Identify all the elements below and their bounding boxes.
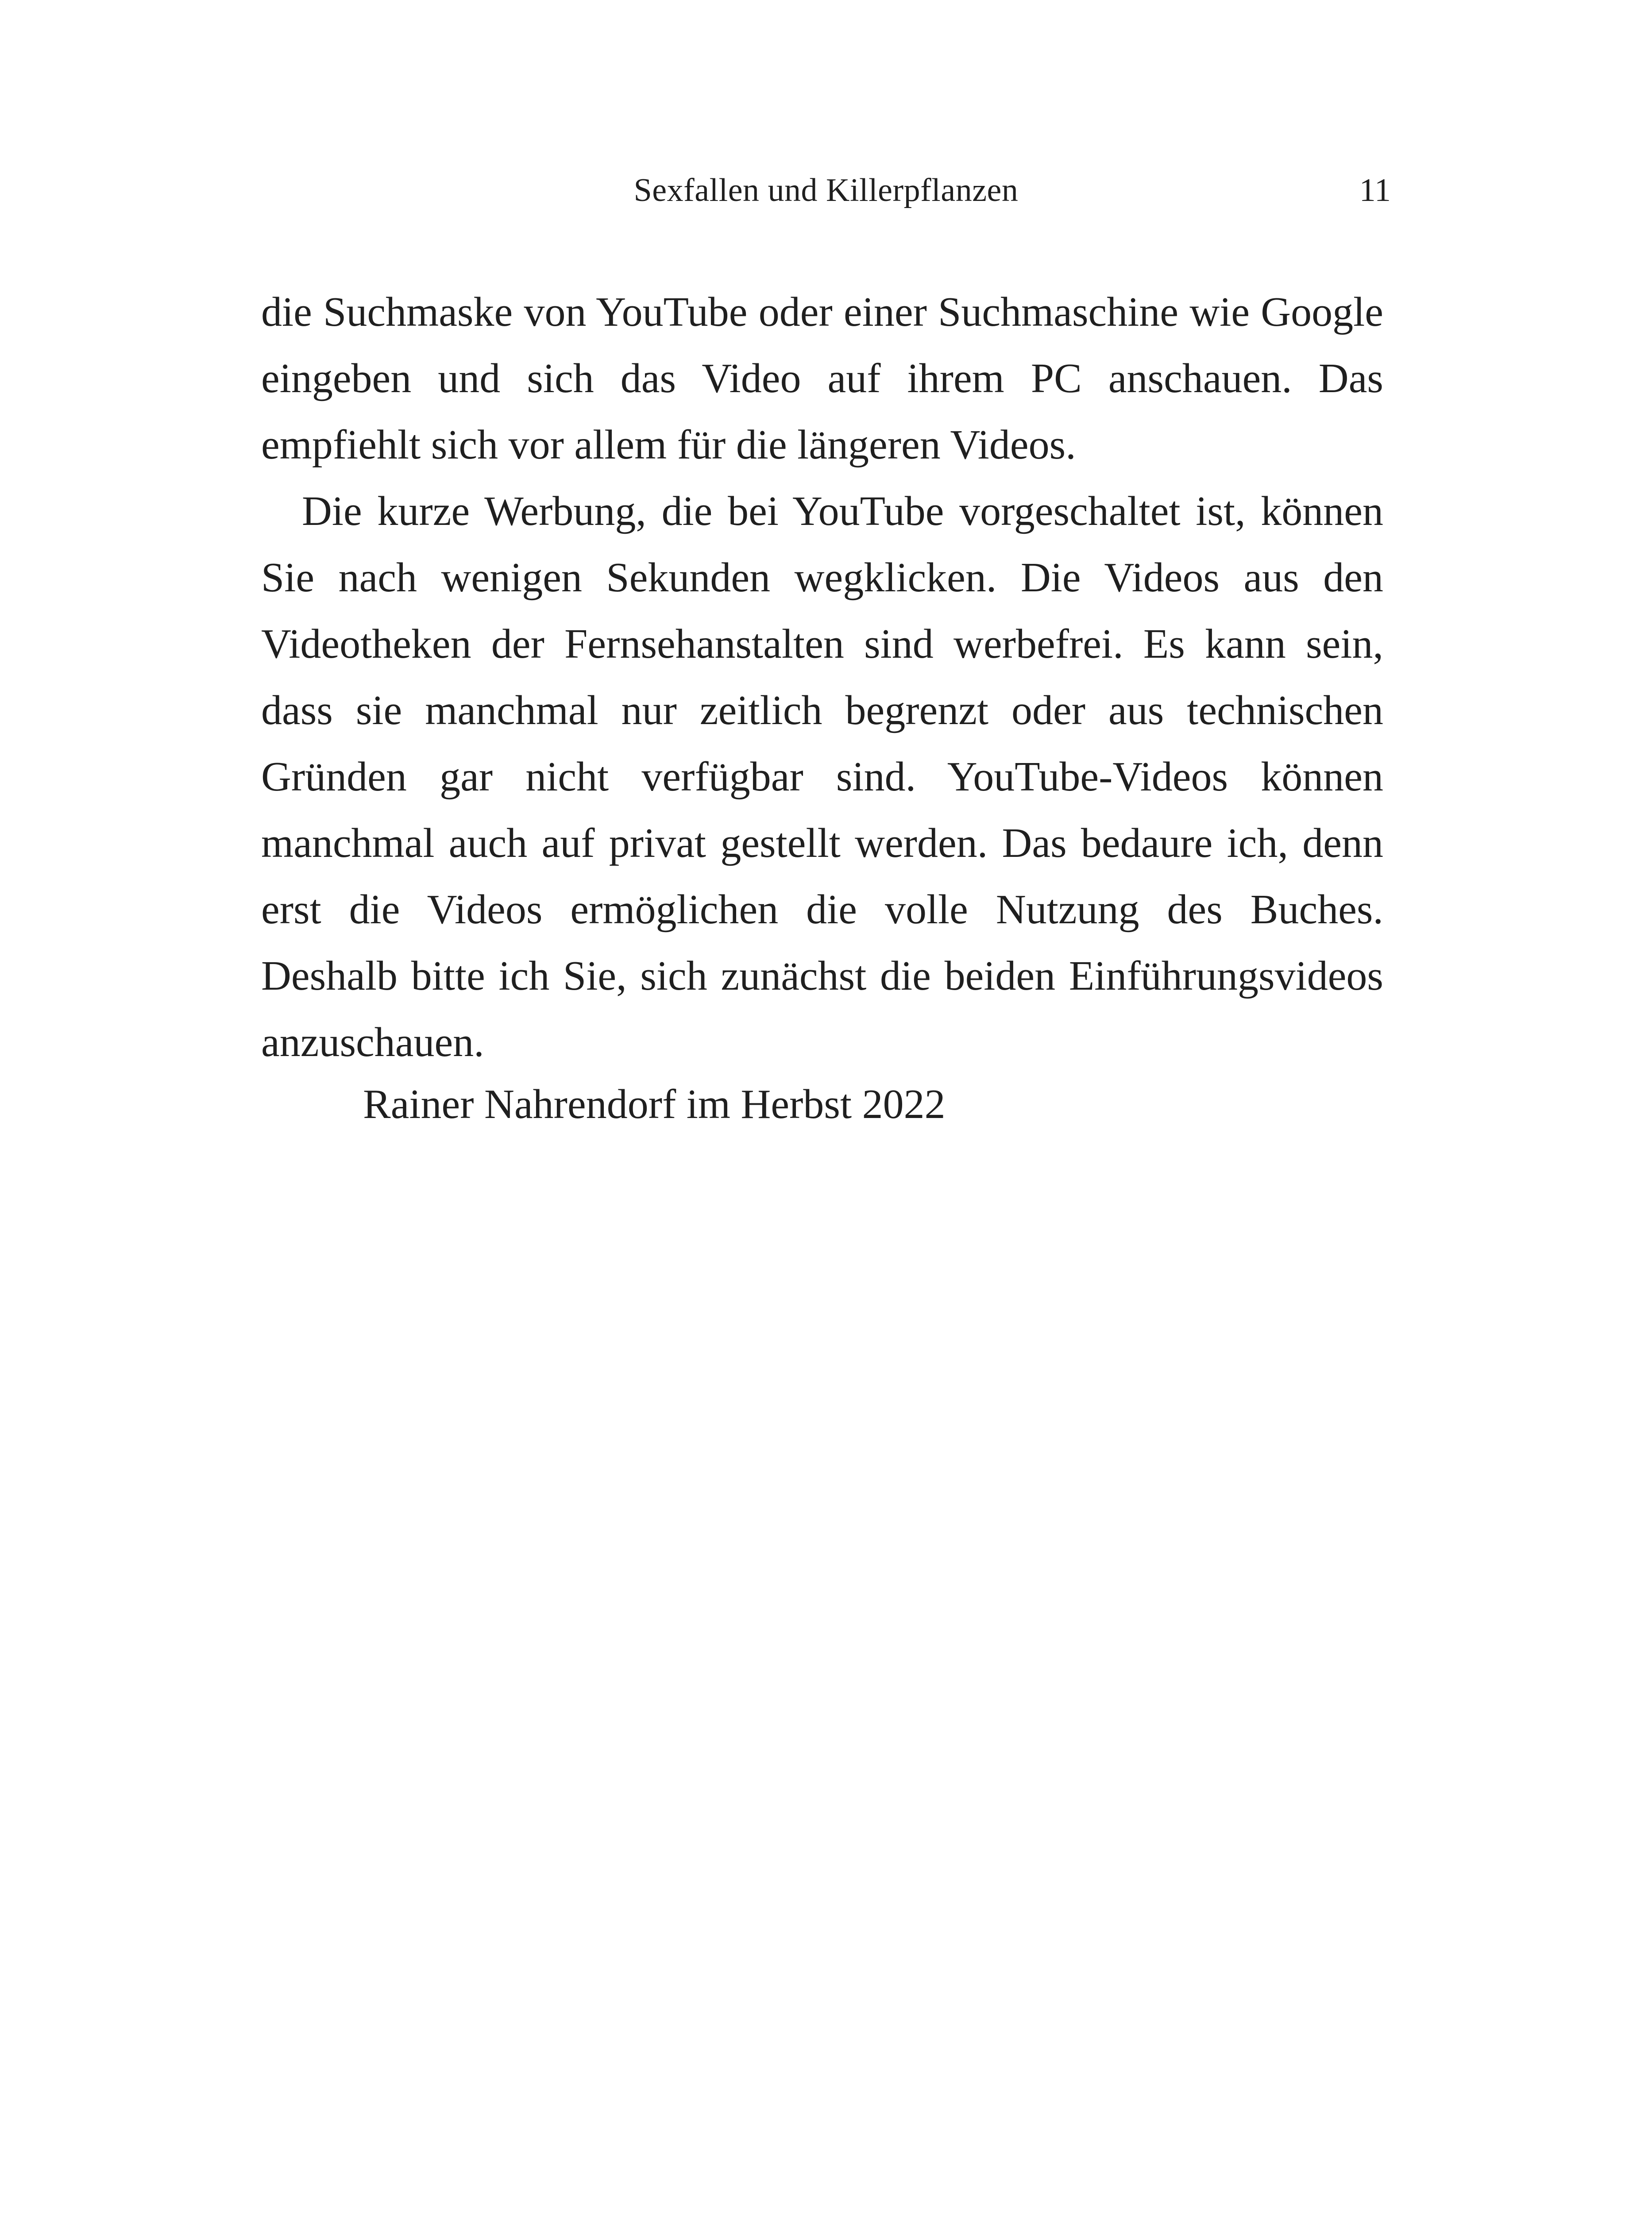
page-number: 11 [1359, 172, 1391, 208]
running-title: Sexfallen und Killerpflanzen [633, 172, 1019, 208]
author-signature: Rainer Nahrendorf im Herbst 2022 [363, 1081, 946, 1127]
body-text [261, 279, 1383, 1076]
running-head [0, 168, 1652, 212]
paragraph-continuation: die Suchmaske von YouTube oder einer Suchmaschine wie Google eingeben und sich das Video auf ihrem PC anschauen. Das empfiehlt sich vor allem für die längeren Videos. [261, 289, 1383, 468]
paragraph-advertising-note: Die kurze Werbung, die bei YouTube vorgeschaltet ist, können Sie nach wenigen Sekunden wegklicken. Die Videos aus den Videotheken der Fernsehanstalten sind werbefrei. Es kann sein, dass sie manchmal nur zeitlich begrenzt oder aus technischen Gründen gar nicht verfügbar sind. YouTube-Videos können manchmal auch auf privat gestellt werden. Das bedaure ich, denn erst die Videos ermöglichen die volle Nutzung des Buches. Deshalb bitte ich Sie, sich zunächst die beiden Einführungsvideos anzuschauen. [261, 488, 1383, 1065]
